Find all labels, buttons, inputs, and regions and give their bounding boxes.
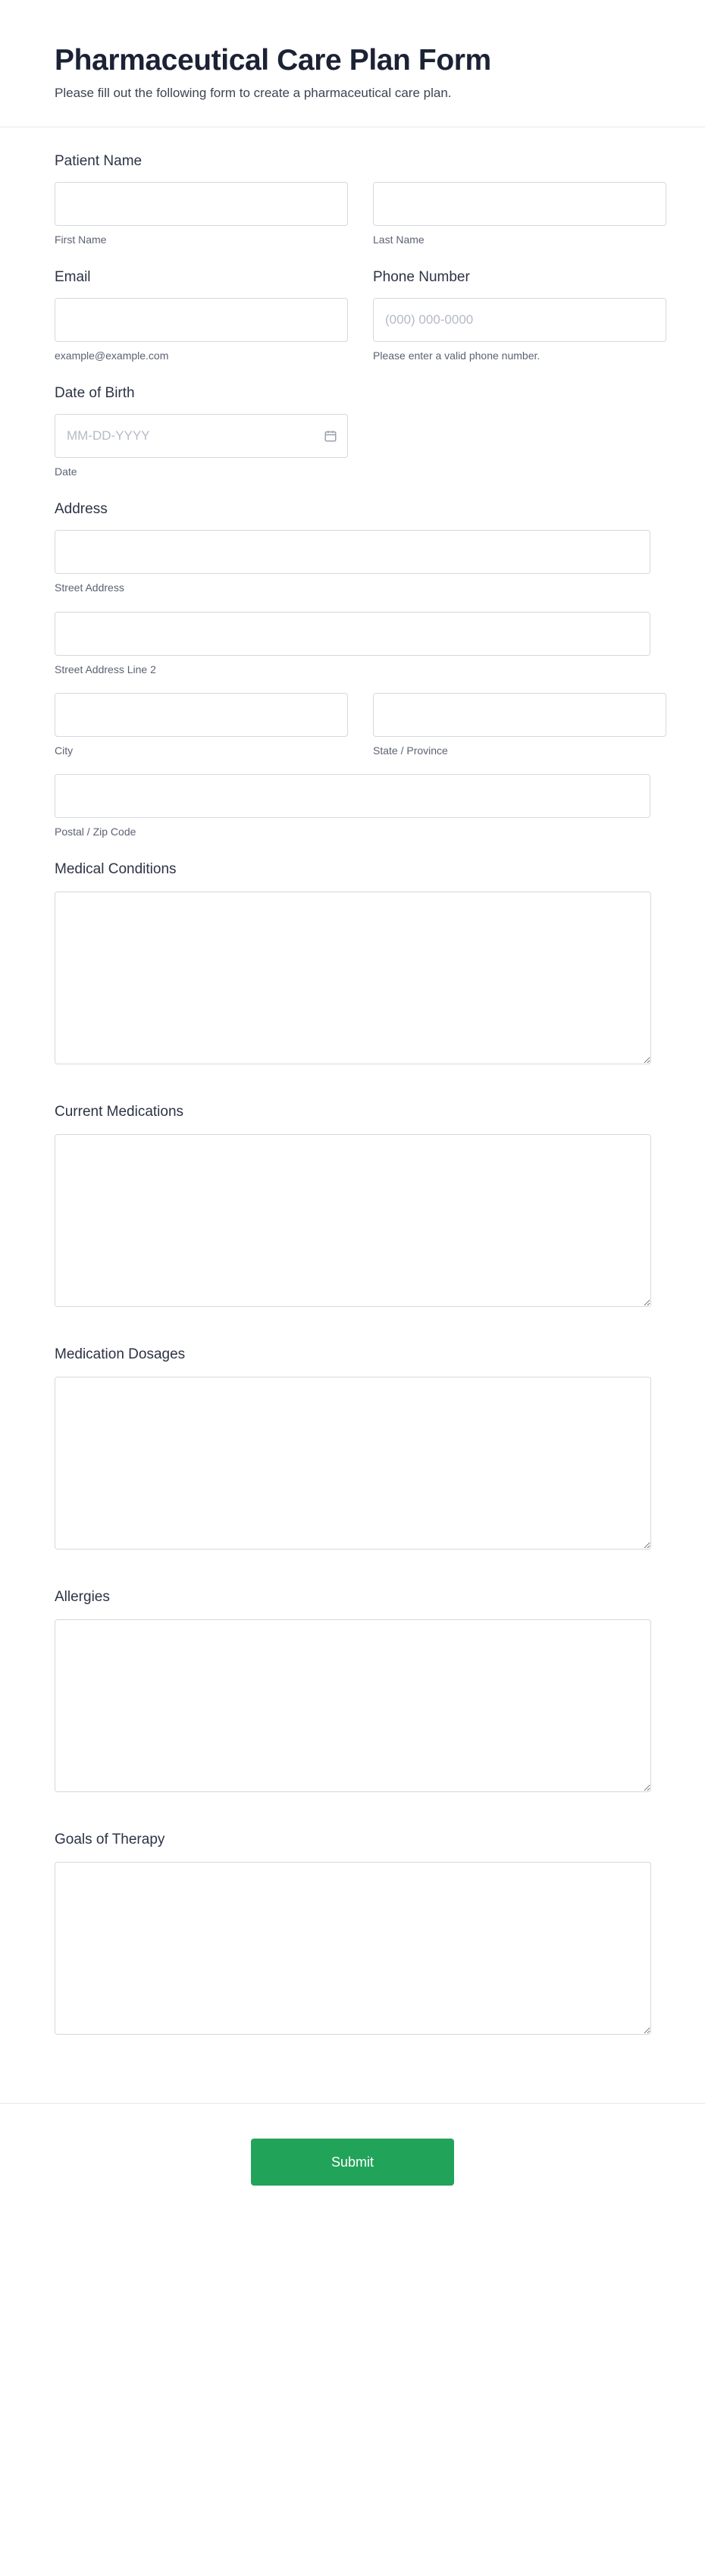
current-medications-label: Current Medications	[55, 1104, 184, 1120]
email-label: Email	[55, 269, 91, 286]
street-address-2-input[interactable]	[55, 612, 650, 656]
field-date-of-birth	[55, 385, 650, 478]
city-state-row	[55, 693, 650, 757]
field-patient-name	[55, 153, 650, 246]
first-name-input[interactable]	[55, 182, 348, 226]
form-body	[0, 127, 705, 2082]
postal-code-hint: Postal / Zip Code	[55, 825, 136, 838]
street-address-2-hint: Street Address Line 2	[55, 663, 156, 675]
last-name-group	[373, 182, 666, 246]
field-allergies	[55, 1589, 650, 1792]
phone-label: Phone Number	[373, 269, 470, 286]
dob-input[interactable]	[55, 414, 348, 458]
state-group	[373, 693, 666, 757]
form-footer	[0, 2103, 705, 2231]
field-medication-dosages	[55, 1346, 650, 1550]
first-name-group	[55, 182, 348, 246]
phone-hint: Please enter a valid phone number.	[373, 349, 540, 362]
dob-input-wrap	[55, 414, 348, 458]
field-medical-conditions	[55, 861, 650, 1064]
field-address	[55, 501, 650, 838]
field-current-medications	[55, 1104, 650, 1307]
last-name-input[interactable]	[373, 182, 666, 226]
postal-code-group	[55, 774, 650, 838]
city-input[interactable]	[55, 693, 348, 737]
page-subtitle: Please fill out the following form to create a pharmaceutical care plan.	[55, 85, 452, 100]
email-input[interactable]	[55, 298, 348, 342]
dob-label: Date of Birth	[55, 385, 135, 402]
allergies-label: Allergies	[55, 1589, 110, 1606]
last-name-hint: Last Name	[373, 233, 425, 246]
dob-hint: Date	[55, 465, 77, 478]
postal-code-input[interactable]	[55, 774, 650, 818]
address-label: Address	[55, 501, 108, 518]
goals-of-therapy-textarea[interactable]	[55, 1862, 651, 2035]
phone-group	[373, 269, 666, 362]
street-address-hint: Street Address	[55, 581, 124, 594]
state-input[interactable]	[373, 693, 666, 737]
field-email-phone	[55, 269, 650, 362]
email-group	[55, 269, 348, 362]
allergies-textarea[interactable]	[55, 1619, 651, 1792]
medication-dosages-textarea[interactable]	[55, 1377, 651, 1550]
page-title: Pharmaceutical Care Plan Form	[55, 44, 491, 77]
field-goals-of-therapy	[55, 1832, 650, 2035]
form-header	[0, 0, 705, 127]
patient-name-row	[55, 182, 650, 246]
city-hint: City	[55, 744, 74, 757]
first-name-hint: First Name	[55, 233, 107, 246]
medical-conditions-label: Medical Conditions	[55, 861, 177, 878]
street-address-group	[55, 530, 650, 594]
submit-button[interactable]: Submit	[251, 2139, 454, 2186]
patient-name-label: Patient Name	[55, 152, 143, 169]
current-medications-textarea[interactable]	[55, 1134, 651, 1307]
city-group	[55, 693, 348, 757]
street-address-2-group	[55, 612, 650, 676]
state-hint: State / Province	[373, 744, 448, 757]
email-phone-row	[55, 269, 650, 362]
street-address-input[interactable]	[55, 530, 650, 574]
phone-input[interactable]	[373, 298, 666, 342]
medication-dosages-label: Medication Dosages	[55, 1346, 186, 1363]
email-hint: example@example.com	[55, 349, 169, 362]
goals-of-therapy-label: Goals of Therapy	[55, 1832, 165, 1848]
medical-conditions-textarea[interactable]	[55, 892, 651, 1064]
